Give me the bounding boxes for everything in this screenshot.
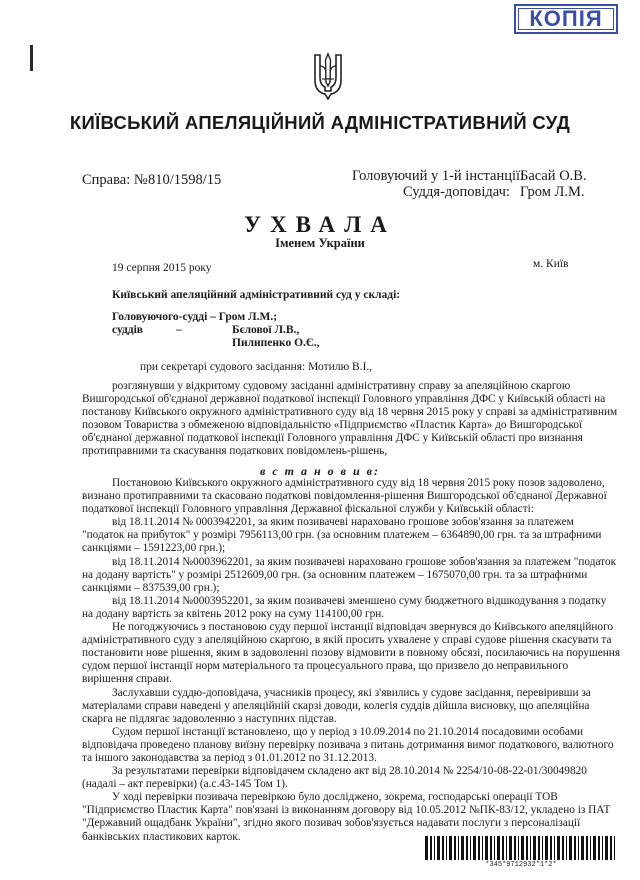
body-line: банківських пластикових карток. <box>82 830 241 843</box>
intro-line: об'єднаної державної податкової інспекції Головного управління ДФС у Київській області про визнання <box>82 432 583 445</box>
barcode-bar <box>542 836 543 860</box>
body-line: санкціями – 1591223,00 грн.); <box>82 542 226 555</box>
barcode-bar <box>614 836 615 860</box>
barcode-bar <box>566 836 567 860</box>
barcode-bar <box>526 836 528 860</box>
barcode-bar <box>578 836 579 860</box>
decision-date: 19 серпня 2015 року <box>112 262 212 274</box>
barcode-bar <box>490 836 492 860</box>
body-line: судом першої інстанції норм матеріального та процесуального права, що призвело до неправильного <box>82 660 569 673</box>
barcode-bar <box>610 836 612 860</box>
established-heading: в с т а н о в и в: <box>259 464 381 478</box>
body-line: на додану вартість за квітень 2012 року на суму 114100,00 грн. <box>82 607 385 620</box>
body-line: відповідача проведено планову виїзну перевірку позивача з питань дотримання вимог податкового, валютного <box>82 738 614 751</box>
court-name: КИЇВСЬКИЙ АПЕЛЯЦІЙНИЙ АДМІНІСТРАТИВНИЙ СУД <box>69 112 571 133</box>
barcode-bar <box>442 836 444 860</box>
body-line: вирішення справи. <box>82 673 172 686</box>
body-line: санкціями – 837539,00 грн.); <box>82 581 220 594</box>
barcode-bar <box>586 836 588 860</box>
barcode-bar <box>458 836 459 860</box>
barcode-bar <box>509 836 512 860</box>
reporter-judge-label: Суддя-доповідач: <box>403 184 510 200</box>
intro-line: постанову Київського окружного адміністративного суду від 18 червня 2015 року у справі за адміністративним <box>82 406 618 419</box>
document-title: УХВАЛА <box>244 212 396 237</box>
intro-line: протиправними та скасування податкових повідомлень-рішень, <box>82 445 388 458</box>
body-line: "податок на прибуток" у розмірі 7956113,00 грн. (за основним платежем – 6364890,00 грн. та за штрафними <box>82 529 602 542</box>
decision-body <box>82 477 621 844</box>
intro-paragraph <box>82 380 618 459</box>
body-line: "Державний ощадбанк України", згідно якого позивач зобов'язується надавати послуги з персоналізації <box>82 817 581 830</box>
barcode-bar <box>485 836 488 860</box>
barcode-bar <box>557 836 560 860</box>
copy-stamp: КОПІЯ <box>514 4 618 34</box>
barcode-bar <box>430 836 432 860</box>
barcode-bar <box>530 836 531 860</box>
coat-of-arms-icon <box>313 52 343 100</box>
barcode-bar <box>437 836 440 860</box>
barcode-bar <box>562 836 564 860</box>
presiding-judge-line: Головуючого-судді – Гром Л.М.; <box>112 311 278 323</box>
barcode-bar <box>590 836 591 860</box>
body-line: та іншого законодавства за період з 01.01.2012 по 31.12.2013. <box>82 751 377 764</box>
barcode-bar <box>550 836 552 860</box>
barcode-bar <box>569 836 572 860</box>
body-line: постановити нове рішення, яким в задоволенні позову відмовити в повному обсязі, посилаючись на порушення <box>82 647 621 660</box>
barcode-bar <box>518 836 519 860</box>
barcode-icon <box>425 836 617 860</box>
barcode-number: *345*9712932*1*2* <box>485 861 557 869</box>
barcode-bar <box>506 836 507 860</box>
court-secretary: при секретарі судового засідання: Мотилю В.І., <box>140 361 373 373</box>
judges-label: суддів <box>112 324 144 336</box>
barcode-bar <box>466 836 468 860</box>
barcode-bar <box>521 836 524 860</box>
body-line: від 18.11.2014 №0003962201, за яким позивачеві нараховано грошове зобов'язання за платежем "податок <box>112 555 617 568</box>
barcode-bar <box>434 836 435 860</box>
body-line: (надалі – акт перевірки) (а.с.43-145 Том 1). <box>82 778 288 791</box>
case-number: 810/1598/15 <box>148 172 222 188</box>
presiding-first-instance-label: Головуючий у 1-й інстанції: <box>352 168 525 184</box>
barcode-bar <box>605 836 608 860</box>
body-line: від 18.11.2014 № 0003942201, за яким позивачеві нараховано грошове зобов'язання за платежем <box>112 516 574 529</box>
intro-line: розглянувши у відкритому судовому засіданні адміністративну справу за апеляційною скаргою <box>112 380 571 392</box>
barcode-bar <box>514 836 516 860</box>
barcode-bar <box>454 836 456 860</box>
barcode-bar <box>497 836 500 860</box>
body-line: податкової інспекції Головного управління Державної фіскальної служби у Київській області: <box>82 503 534 516</box>
barcode-bar <box>598 836 600 860</box>
barcode-bar <box>478 836 480 860</box>
judges-dash: – <box>176 324 182 336</box>
intro-line: Вишгородської об'єднаної державної податкової інспекції Головного управління ДФС у Київській області на <box>82 393 606 406</box>
body-line: на додану вартість" у розмірі 2512609,00 грн. (за основним платежем – 1675070,00 грн. та за штрафними <box>82 568 588 581</box>
case-label: Справа: № <box>82 172 148 188</box>
barcode-bar <box>473 836 476 860</box>
barcode-bar <box>461 836 464 860</box>
body-line: Заслухавши суддю-доповідача, учасників процесу, які з'явились у судове засідання, перевіривши за <box>112 686 591 699</box>
barcode-bar <box>593 836 596 860</box>
body-line: За результатами перевірки відповідачем складено акт від 28.10.2014 № 2254/10-08-22-01/30049820 <box>112 765 587 778</box>
body-line: визнано протиправними та скасовано податкові повідомлення-рішення Вишгородської об'єднаної Державної <box>82 490 607 503</box>
barcode-bar <box>449 836 452 860</box>
barcode-bar <box>494 836 495 860</box>
document-subtitle: Іменем України <box>275 236 365 250</box>
barcode-bar <box>581 836 584 860</box>
body-line: Судом першої інстанції встановлено, що у період з 10.09.2014 по 21.10.2014 посадовими особами <box>112 725 584 738</box>
body-line: від 18.11.2014 №0003952201, за яким позивачеві зменшено суму бюджетного відшкодування з податку <box>112 594 607 607</box>
decision-city: м. Київ <box>533 258 569 270</box>
body-line: "Підприємство Пластик Карта" пов'язані із виконанням договору від 10.05.2012 №ПК-83/12, укладено із ПАТ <box>82 804 611 817</box>
intro-line: позовом Товариства з обмеженою відповідальністю «Підприємство «Пластик Карта» до Вишгородської <box>82 419 583 432</box>
barcode-bar <box>446 836 447 860</box>
barcode-bar <box>538 836 540 860</box>
barcode-bar <box>470 836 471 860</box>
barcode-bar <box>574 836 576 860</box>
body-line: Не погоджуючись з постановою суду першої інстанції відповідач звернувся до Київського апеляційного <box>112 621 614 634</box>
barcode-bar <box>482 836 483 860</box>
barcode-bar <box>502 836 504 860</box>
barcode-bar <box>602 836 603 860</box>
barcode-bar <box>425 836 428 860</box>
body-line: Постановою Київського окружного адміністративного суду від 18 червня 2015 року позов задоволено, <box>112 477 605 489</box>
barcode-bar <box>545 836 548 860</box>
barcode-bar <box>554 836 555 860</box>
reporter-judge-name: Гром Л.М. <box>520 184 585 200</box>
judge-name-2: Пилипенко О.Є., <box>232 337 320 349</box>
body-line: У ході перевірки позивача перевіркою було досліджено, зокрема, господарські операції ТОВ <box>112 791 558 804</box>
judge-name-1: Бєлової Л.В., <box>232 324 300 336</box>
presiding-first-instance-name: Басай О.В. <box>520 168 587 184</box>
margin-mark <box>30 45 33 71</box>
body-line: адміністративного суду з апеляційною скаргою, в якій просить ухвалене у справі судове рішення скасувати та <box>82 634 612 647</box>
composition-intro: Київський апеляційний адміністративний суд у складі: <box>112 289 401 301</box>
body-line: матеріалами справи наведені у апеляційній скарзі доводи, колегія суддів дійшла висновку, що апеляційна <box>82 699 590 712</box>
barcode-bar <box>533 836 536 860</box>
body-line: скарга не підлягає задоволенню з наступних підстав. <box>82 712 337 725</box>
